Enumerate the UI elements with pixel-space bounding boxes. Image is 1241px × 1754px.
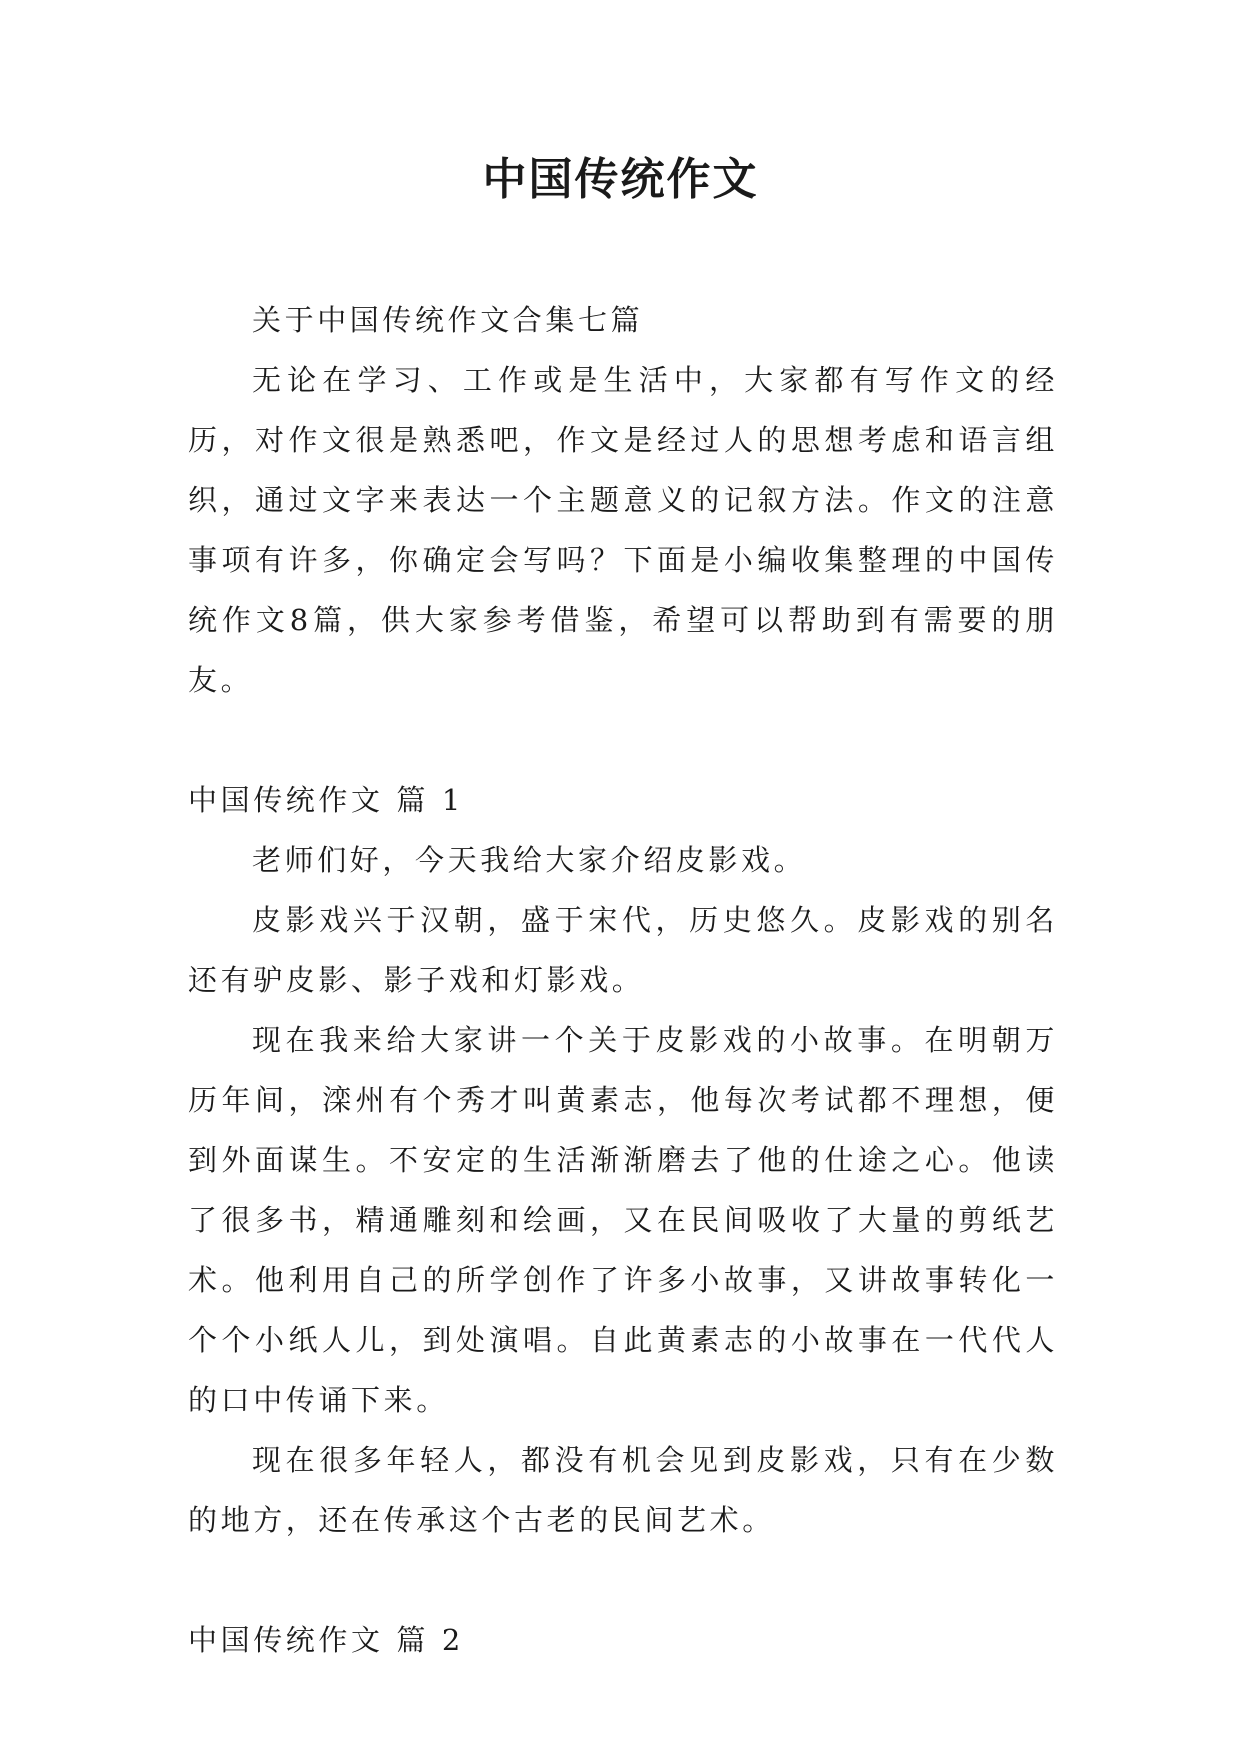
section-gap <box>188 710 1058 770</box>
section-1-paragraph-2: 皮影戏兴于汉朝，盛于宋代，历史悠久。皮影戏的别名还有驴皮影、影子戏和灯影戏。 <box>188 903 1058 997</box>
document-body <box>188 290 1058 1670</box>
section-gap <box>188 1550 1058 1610</box>
section-1-paragraph-1: 老师们好，今天我给大家介绍皮影戏。 <box>252 843 807 877</box>
section-1-paragraph-4: 现在很多年轻人，都没有机会见到皮影戏，只有在少数的地方，还在传承这个古老的民间艺术。 <box>188 1443 1058 1537</box>
section-heading-1: 中国传统作文 篇 1 <box>188 783 464 817</box>
section-1-paragraph-3: 现在我来给大家讲一个关于皮影戏的小故事。在明朝万历年间，滦州有个秀才叫黄素志，他每次考试都不理想，便到外面谋生。不安定的生活渐渐磨去了他的仕途之心。他读了很多书，精通雕刻和绘画，又在民间吸收了大量的剪纸艺术。他利用自己的所学创作了许多小故事，又讲故事转化一个个小纸人儿，到处演唱。自此黄素志的小故事在一代代人的口中传诵下来。 <box>188 1023 1058 1417</box>
document-subtitle: 关于中国传统作文合集七篇 <box>252 303 644 337</box>
section-heading-2: 中国传统作文 篇 2 <box>188 1623 464 1657</box>
intro-paragraph: 无论在学习、工作或是生活中，大家都有写作文的经历，对作文很是熟悉吧，作文是经过人的思想考虑和语言组织，通过文字来表达一个主题意义的记叙方法。作文的注意事项有许多，你确定会写吗？下面是小编收集整理的中国传统作文8篇，供大家参考借鉴，希望可以帮助到有需要的朋友。 <box>188 363 1058 697</box>
document-title: 中国传统作文 <box>482 154 759 205</box>
